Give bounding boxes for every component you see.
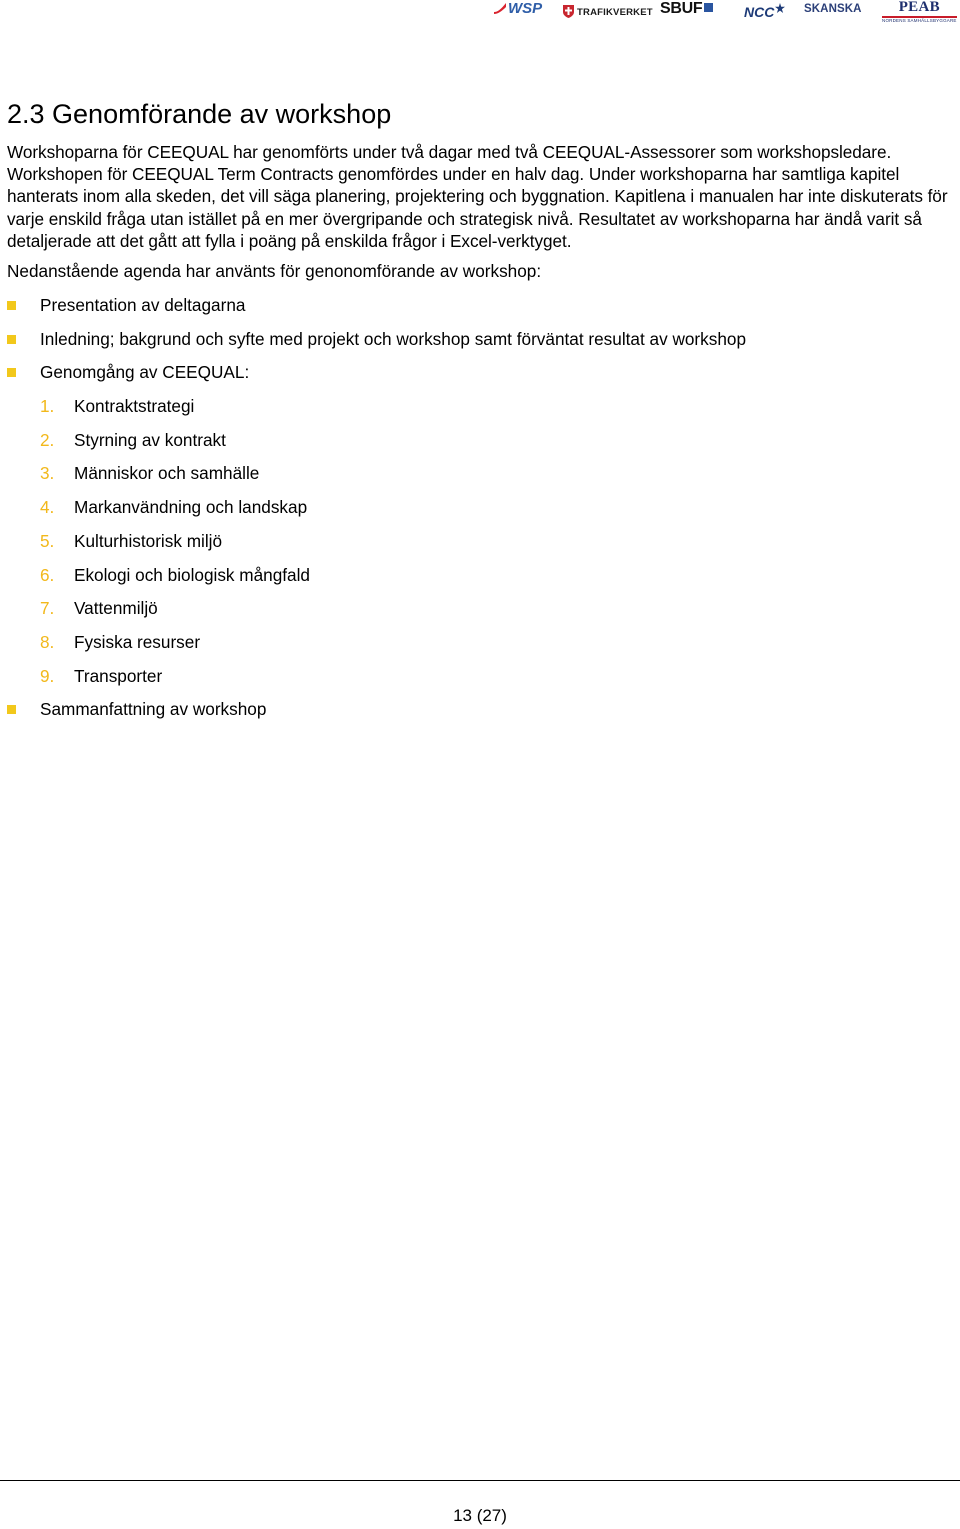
trafikverket-crest-icon — [562, 4, 575, 19]
ncc-logo — [744, 3, 785, 19]
workshop-description-paragraph: Workshoparna för CEEQUAL har genomförts under två dagar med två CEEQUAL-Assessorer som workshopsledare. Workshopen för CEEQUAL Term Contracts genomfördes under en halv dag. Under workshoparna har samtliga kapitel hanterats inom alla skeden, det vill säga planering, projektering och byggnation. Kapitlena i manualen har inte diskuterats för varje enskild fråga utan istället på en mer övergripande och strategisk nivå. Resultatet av workshoparna har ändå varit så detaljerade att det gått att fylla i poäng på enskilda frågor i Excel-verktyget. — [7, 142, 948, 251]
chapter-label: Kontraktstrategi — [74, 396, 195, 417]
agenda-item — [7, 328, 953, 350]
trafikverket-logo-text: TRAFIKVERKET — [577, 7, 653, 18]
square-bullet-icon — [7, 368, 16, 377]
agenda-item — [7, 361, 953, 383]
chapter-label: Människor och samhälle — [74, 463, 260, 484]
agenda-item-label: Sammanfattning av workshop — [40, 699, 267, 720]
agenda-list — [7, 294, 953, 720]
page-number: 13 (27) — [453, 1506, 507, 1525]
wsp-logo-text: WSP — [508, 0, 543, 17]
ceequal-chapter-item — [7, 597, 953, 619]
chapter-number: 2. — [40, 429, 55, 450]
ceequal-chapter-list — [7, 395, 953, 687]
agenda-item-label: Inledning; bakgrund och syfte med projekt och workshop samt förväntat resultat av workshop — [40, 328, 747, 349]
peab-logo-text: PEAB — [898, 0, 940, 15]
ceequal-chapter-group — [7, 395, 953, 687]
sbuf-logo-text: SBUF — [660, 0, 703, 17]
chapter-number: 1. — [40, 396, 55, 417]
chapter-label: Markanvändning och landskap — [74, 497, 308, 518]
skanska-logo: SKANSKA — [804, 3, 862, 15]
chapter-label: Transporter — [74, 665, 163, 686]
wsp-swoosh-icon — [494, 3, 506, 14]
section-heading: 2.3 Genomförande av workshop — [7, 99, 392, 129]
sbuf-flag-icon — [704, 3, 713, 12]
chapter-label: Styrning av kontrakt — [74, 429, 226, 450]
ceequal-chapter-item — [7, 665, 953, 687]
square-bullet-icon — [7, 705, 16, 714]
chapter-number: 6. — [40, 564, 55, 585]
chapter-number: 4. — [40, 497, 55, 518]
footer-divider — [0, 1480, 960, 1481]
chapter-number: 7. — [40, 598, 55, 619]
ceequal-chapter-item — [7, 462, 953, 484]
ncc-star-icon — [775, 3, 785, 13]
agenda-item — [7, 294, 953, 316]
chapter-number: 5. — [40, 530, 55, 551]
peab-logo-tagline: NORDENS SAMHÄLLSBYGGARE — [882, 18, 957, 23]
chapter-label: Vattenmiljö — [74, 598, 158, 619]
ceequal-chapter-item — [7, 631, 953, 653]
ncc-logo-text: NCC — [744, 4, 775, 20]
ceequal-chapter-item — [7, 429, 953, 451]
chapter-number: 8. — [40, 631, 55, 652]
document-body — [7, 96, 953, 732]
peab-logo — [882, 0, 957, 24]
trafikverket-logo — [562, 4, 653, 19]
ceequal-chapter-item — [7, 496, 953, 518]
chapter-number: 9. — [40, 665, 55, 686]
agenda-item-label: Presentation av deltagarna — [40, 295, 246, 316]
agenda-item-label: Genomgång av CEEQUAL: — [40, 362, 250, 383]
agenda-item — [7, 698, 953, 720]
ceequal-chapter-item — [7, 530, 953, 552]
chapter-label: Kulturhistorisk miljö — [74, 530, 223, 551]
ceequal-chapter-item — [7, 395, 953, 417]
agenda-intro: Nedanstående agenda har använts för genonomförande av workshop: — [7, 261, 542, 282]
chapter-label: Fysiska resurser — [74, 631, 201, 652]
square-bullet-icon — [7, 335, 16, 344]
ceequal-chapter-item — [7, 564, 953, 586]
square-bullet-icon — [7, 301, 16, 310]
wsp-logo — [494, 1, 542, 16]
chapter-label: Ekologi och biologisk mångfald — [74, 564, 310, 585]
partner-logo-bar — [490, 0, 955, 24]
chapter-number: 3. — [40, 463, 55, 484]
sbuf-logo — [660, 1, 713, 17]
